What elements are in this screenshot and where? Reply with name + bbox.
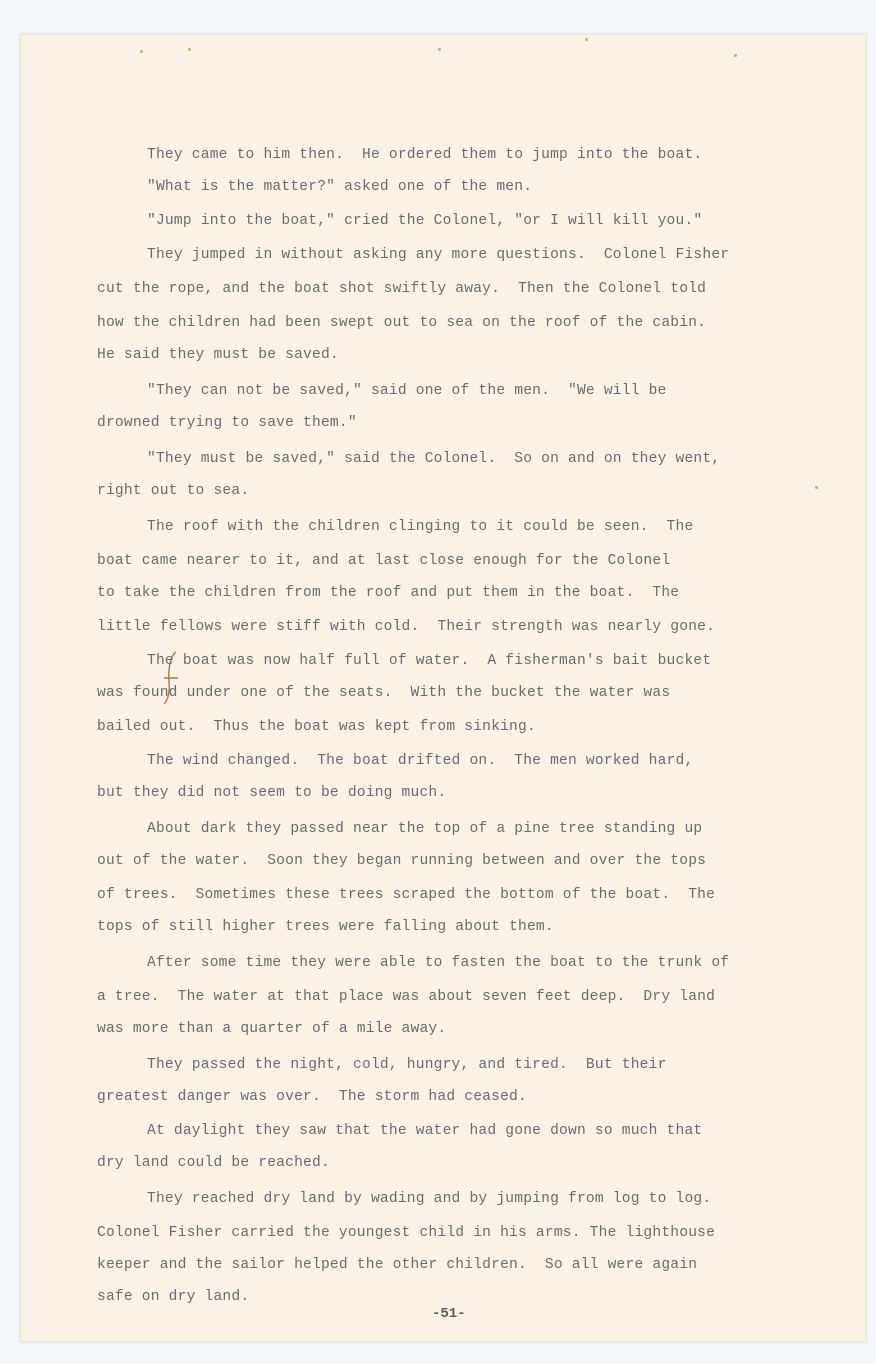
paper-speck bbox=[438, 48, 441, 51]
paper-speck bbox=[585, 38, 588, 41]
text-line: but they did not seem to be doing much. bbox=[97, 785, 447, 801]
text-line: At daylight they saw that the water had gone down so much that bbox=[147, 1123, 703, 1139]
paper-speck bbox=[140, 50, 143, 53]
text-line: drowned trying to save them." bbox=[97, 415, 357, 431]
text-line: was more than a quarter of a mile away. bbox=[97, 1021, 447, 1037]
text-line: boat came nearer to it, and at last close enough for the Colonel bbox=[97, 553, 671, 569]
page-number: -51- bbox=[432, 1306, 466, 1322]
text-line: a tree. The water at that place was about seven feet deep. Dry land bbox=[97, 989, 716, 1005]
text-line: He said they must be saved. bbox=[97, 347, 339, 363]
text-line: After some time they were able to fasten the boat to the trunk of bbox=[147, 955, 730, 971]
text-line: The roof with the children clinging to it could be seen. The bbox=[147, 519, 694, 535]
text-line: "They must be saved," said the Colonel. So on and on they went, bbox=[147, 451, 721, 467]
text-line: They came to him then. He ordered them to jump into the boat. bbox=[147, 147, 703, 163]
text-line: The wind changed. The boat drifted on. The men worked hard, bbox=[147, 753, 694, 769]
text-line: Colonel Fisher carried the youngest child in his arms. The lighthouse bbox=[97, 1225, 716, 1241]
text-line: tops of still higher trees were falling about them. bbox=[97, 919, 554, 935]
text-line: out of the water. Soon they began running between and over the tops bbox=[97, 853, 707, 869]
text-line: They reached dry land by wading and by jumping from log to log. bbox=[147, 1191, 712, 1207]
text-line: "What is the matter?" asked one of the men. bbox=[147, 179, 533, 195]
text-line: greatest danger was over. The storm had ceased. bbox=[97, 1089, 527, 1105]
text-line: dry land could be reached. bbox=[97, 1155, 330, 1171]
text-line: keeper and the sailor helped the other children. So all were again bbox=[97, 1257, 698, 1273]
text-line: safe on dry land. bbox=[97, 1289, 250, 1305]
text-line: how the children had been swept out to sea on the roof of the cabin. bbox=[97, 315, 707, 331]
text-line: They jumped in without asking any more questions. Colonel Fisher bbox=[147, 247, 730, 263]
paper-speck bbox=[188, 48, 191, 51]
text-line: to take the children from the roof and put them in the boat. The bbox=[97, 585, 680, 601]
paper-speck bbox=[815, 486, 818, 489]
paper-speck bbox=[734, 54, 737, 57]
text-line: of trees. Sometimes these trees scraped the bottom of the boat. The bbox=[97, 887, 716, 903]
text-line: The boat was now half full of water. A fisherman's bait bucket bbox=[147, 653, 712, 669]
text-line: was found under one of the seats. With the bucket the water was bbox=[97, 685, 671, 701]
text-line: "They can not be saved," said one of the men. "We will be bbox=[147, 383, 667, 399]
text-line: "Jump into the boat," cried the Colonel, "or I will kill you." bbox=[147, 213, 703, 229]
text-line: About dark they passed near the top of a pine tree standing up bbox=[147, 821, 703, 837]
text-line: cut the rope, and the boat shot swiftly away. Then the Colonel told bbox=[97, 281, 707, 297]
text-line: little fellows were stiff with cold. Their strength was nearly gone. bbox=[97, 619, 716, 635]
text-line: bailed out. Thus the boat was kept from sinking. bbox=[97, 719, 536, 735]
text-line: right out to sea. bbox=[97, 483, 250, 499]
text-line: They passed the night, cold, hungry, and tired. But their bbox=[147, 1057, 667, 1073]
